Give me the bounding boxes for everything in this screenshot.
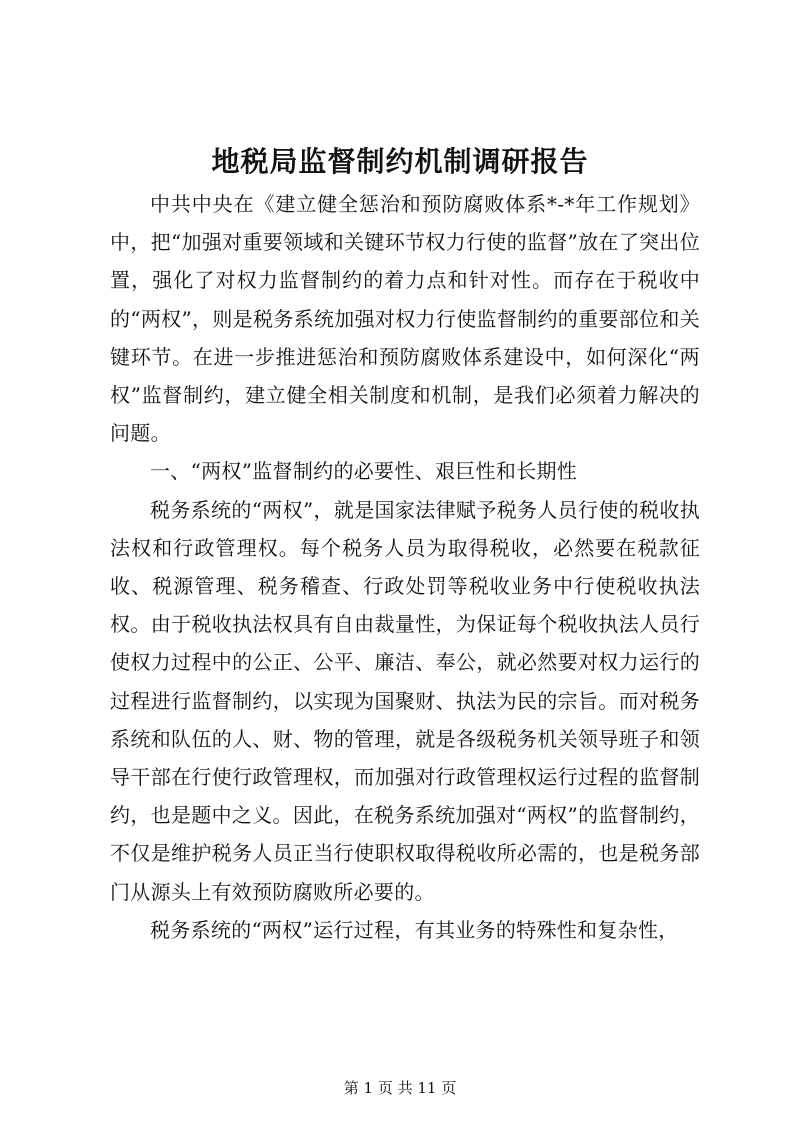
document-title: 地税局监督制约机制调研报告	[211, 145, 589, 178]
paragraph-two-powers: 税务系统的“两权”，就是国家法律赋予税务人员行使的税收执法权和行政管理权。每个税务人员为取得税收，必然要在税款征收、税源管理、税务稽查、行政处罚等税收业务中行使税收执法权。由于税收执法权具有自由裁量性，为保证每个税收执法人员行使权力过程中的公正、公平、廉洁、奉公，就必然要对权力运行的过程进行监督制约，以实现为国聚财、执法为民的宗旨。而对税务系统和队伍的人、财、物的管理，就是各级税务机关领导班子和领导干部在行使行政管理权，而加强对行政管理权运行过程的监督制约，也是题中之义。因此，在税务系统加强对“两权”的监督制约，不仅是维护税务人员正当行使职权取得税收所必需的，也是税务部门从源头上有效预防腐败所必要的。	[110, 497, 700, 904]
document-body	[110, 185, 700, 949]
page-number-footer: 第 1 页 共 11 页	[343, 1079, 457, 1097]
paragraph-continuation: 税务系统的“两权”运行过程，有其业务的特殊性和复杂性，	[150, 917, 679, 942]
paragraph-intro: 中共中央在《建立健全惩治和预防腐败体系*-*年工作规划》中，把“加强对重要领域和关键环节权力行使的监督”放在了突出位置，强化了对权力监督制约的着力点和针对性。而存在于税收中的“两权”，则是税务系统加强对权力行使监督制约的重要部位和关键环节。在进一步推进惩治和预防腐败体系建设中，如何深化“两权”监督制约，建立健全相关制度和机制，是我们必须着力解决的问题。	[110, 192, 700, 446]
section-heading-1: 一、“两权”监督制约的必要性、艰巨性和长期性	[150, 459, 578, 484]
